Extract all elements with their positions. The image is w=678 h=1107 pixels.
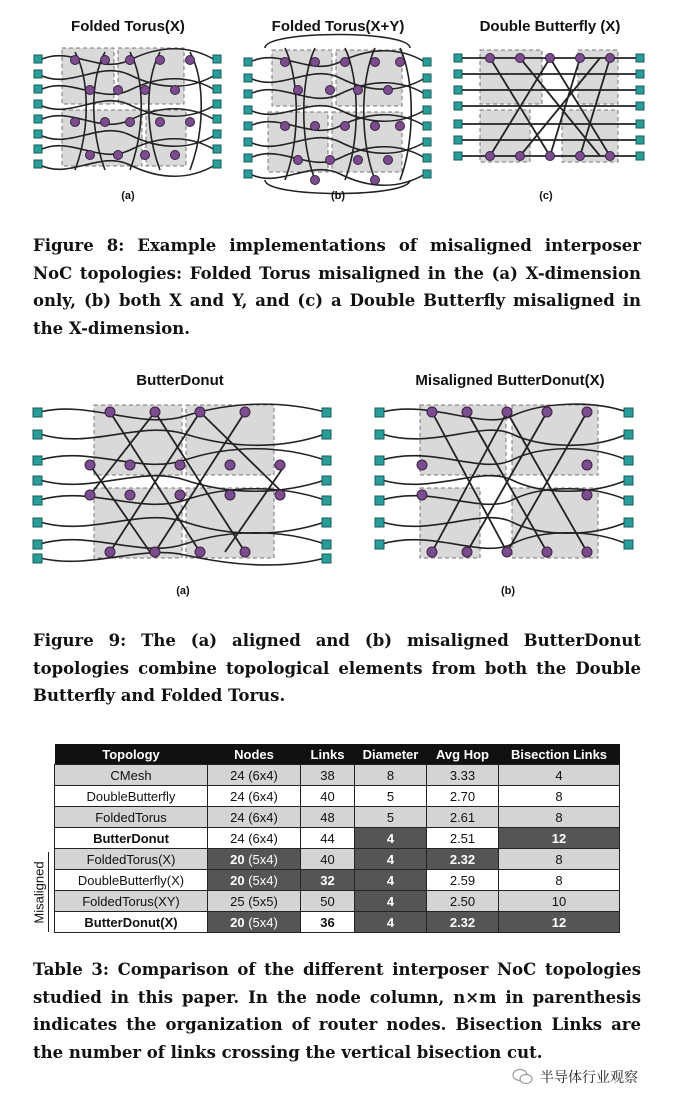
cell-avg-hop: 2.32 xyxy=(427,849,499,870)
header-topology: Topology xyxy=(55,744,208,765)
cell-bisection: 10 xyxy=(499,891,620,912)
cell-diameter: 8 xyxy=(355,765,427,786)
figure8-caption: Figure 8: Example implementations of misaligned interposer NoC topologies: Folded Torus misaligned in the (a) X-dimension only, (b) both X and Y, and (c) a Double Butterfly misaligned in the X-dimension. xyxy=(33,236,641,338)
fig8c-title: Double Butterfly (X) xyxy=(479,18,621,35)
cell-diameter: 5 xyxy=(355,786,427,807)
cell-diameter: 4 xyxy=(355,912,427,933)
cell-links: 40 xyxy=(301,849,355,870)
cell-nodes xyxy=(208,912,301,933)
table-row xyxy=(55,870,620,891)
cell-links: 36 xyxy=(301,912,355,933)
nodes-org: (5x4) xyxy=(244,851,278,867)
cell-topology: FoldedTorus(X) xyxy=(55,849,208,870)
nodes-org: (5x4) xyxy=(244,872,278,888)
cell-topology: FoldedTorus xyxy=(55,807,208,828)
fig9a-label: (a) xyxy=(176,585,190,597)
comparison-table xyxy=(54,744,620,933)
cell-topology: DoubleButterfly xyxy=(55,786,208,807)
table-row xyxy=(55,765,620,786)
cell-bisection: 8 xyxy=(499,786,620,807)
cell-bisection: 8 xyxy=(499,870,620,891)
table-row xyxy=(55,891,620,912)
fig9a-diagram xyxy=(30,400,335,565)
cell-avg-hop: 2.32 xyxy=(427,912,499,933)
cell-nodes xyxy=(208,765,301,786)
fig8c-label: (c) xyxy=(539,190,553,202)
nodes-count: 24 xyxy=(230,788,245,804)
cell-nodes xyxy=(208,807,301,828)
cell-links: 32 xyxy=(301,870,355,891)
nodes-count: 25 xyxy=(230,893,245,909)
fig8a-title: Folded Torus(X) xyxy=(71,18,185,35)
fig9b-diagram xyxy=(372,400,637,565)
cell-avg-hop: 2.61 xyxy=(427,807,499,828)
watermark-text: 半导体行业观察 xyxy=(540,1070,638,1086)
wechat-icon xyxy=(512,1068,534,1086)
header-links: Links xyxy=(301,744,355,765)
fig8c-diagram xyxy=(450,42,650,172)
nodes-org: (6x4) xyxy=(244,788,278,804)
fig8b-label: (b) xyxy=(330,190,346,202)
cell-nodes xyxy=(208,849,301,870)
cell-nodes xyxy=(208,786,301,807)
cell-bisection: 12 xyxy=(499,828,620,849)
cell-avg-hop: 2.59 xyxy=(427,870,499,891)
cell-bisection: 8 xyxy=(499,849,620,870)
nodes-org: (6x4) xyxy=(244,767,278,783)
nodes-count: 20 xyxy=(230,914,245,930)
cell-topology: ButterDonut xyxy=(55,828,208,849)
table-header-row xyxy=(55,744,620,765)
fig9b-label: (b) xyxy=(500,585,516,597)
header-avg-hop: Avg Hop xyxy=(427,744,499,765)
cell-topology: FoldedTorus(XY) xyxy=(55,891,208,912)
fig9a-title: ButterDonut xyxy=(136,372,224,389)
nodes-org: (6x4) xyxy=(244,830,278,846)
nodes-count: 20 xyxy=(230,851,245,867)
nodes-org: (5x5) xyxy=(244,893,278,909)
nodes-count: 20 xyxy=(230,872,245,888)
header-diameter: Diameter xyxy=(355,744,427,765)
fig8b-title: Folded Torus(X+Y) xyxy=(271,18,405,35)
misaligned-bracket xyxy=(48,852,53,932)
header-bisection-links: Bisection Links xyxy=(499,744,620,765)
fig9b-title: Misaligned ButterDonut(X) xyxy=(415,372,605,389)
cell-links: 40 xyxy=(301,786,355,807)
table-row xyxy=(55,828,620,849)
cell-avg-hop: 3.33 xyxy=(427,765,499,786)
fig8a-diagram xyxy=(30,40,230,180)
nodes-count: 24 xyxy=(230,767,245,783)
cell-links: 44 xyxy=(301,828,355,849)
header-nodes: Nodes xyxy=(208,744,301,765)
cell-bisection: 4 xyxy=(499,765,620,786)
nodes-org: (6x4) xyxy=(244,809,278,825)
cell-avg-hop: 2.50 xyxy=(427,891,499,912)
cell-nodes xyxy=(208,891,301,912)
cell-diameter: 4 xyxy=(355,849,427,870)
cell-avg-hop: 2.70 xyxy=(427,786,499,807)
fig8a-label: (a) xyxy=(121,190,135,202)
nodes-count: 24 xyxy=(230,830,245,846)
cell-avg-hop: 2.51 xyxy=(427,828,499,849)
cell-diameter: 4 xyxy=(355,828,427,849)
cell-diameter: 5 xyxy=(355,807,427,828)
table-row xyxy=(55,807,620,828)
cell-links: 38 xyxy=(301,765,355,786)
misaligned-label: Misaligned xyxy=(31,861,47,924)
table-row xyxy=(55,912,620,933)
cell-nodes xyxy=(208,870,301,891)
cell-bisection: 8 xyxy=(499,807,620,828)
cell-links: 48 xyxy=(301,807,355,828)
nodes-count: 24 xyxy=(230,809,245,825)
figure9-caption: Figure 9: The (a) aligned and (b) misaligned ButterDonut topologies combine topological elements from both the Double Butterfly and Folded Torus. xyxy=(33,631,641,705)
table3-caption: Table 3: Comparison of the different interposer NoC topologies studied in this paper. In the node column, n×m in parenthesis indicates the organization of router nodes. Bisection Links are the number of links crossing the vertical bisection cut. xyxy=(33,960,641,1062)
cell-topology: ButterDonut(X) xyxy=(55,912,208,933)
cell-topology: DoubleButterfly(X) xyxy=(55,870,208,891)
cell-topology: CMesh xyxy=(55,765,208,786)
cell-links: 50 xyxy=(301,891,355,912)
table-row xyxy=(55,849,620,870)
cell-nodes xyxy=(208,828,301,849)
cell-diameter: 4 xyxy=(355,870,427,891)
fig8b-diagram xyxy=(240,40,440,188)
nodes-org: (5x4) xyxy=(244,914,278,930)
cell-bisection: 12 xyxy=(499,912,620,933)
table-row xyxy=(55,786,620,807)
cell-diameter: 4 xyxy=(355,891,427,912)
